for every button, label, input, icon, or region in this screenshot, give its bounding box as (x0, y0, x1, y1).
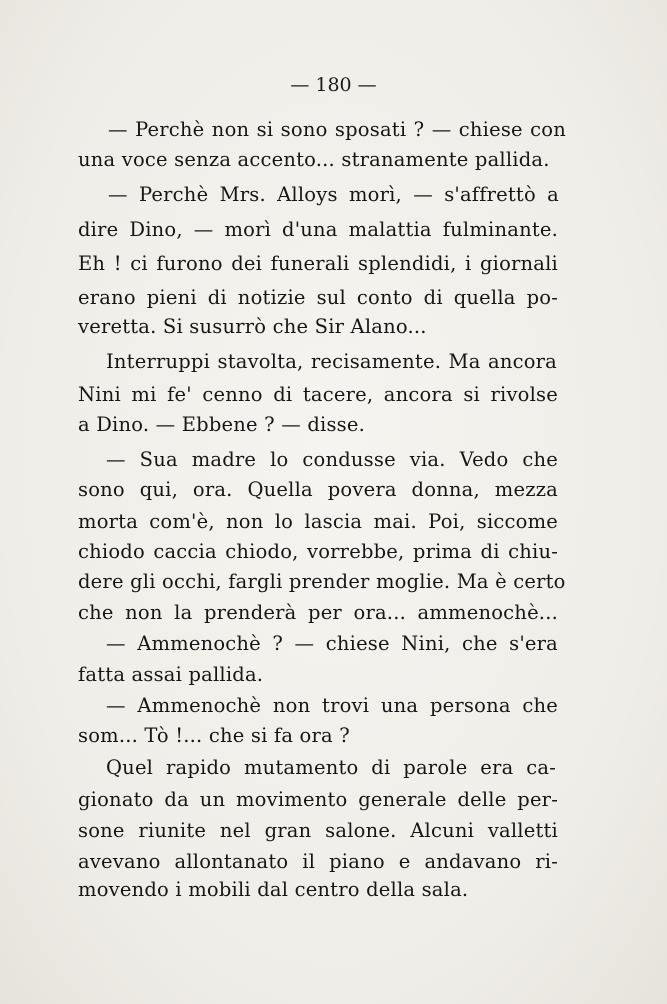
text-line: avevano allontanato il piano e andavano ri- (78, 850, 558, 873)
text-line: Nini mi fe' cenno di tacere, ancora si rivolse (78, 383, 558, 406)
text-line: dire Dino, — morì d'una malattia fulminante. (78, 218, 558, 241)
text-line: fatta assai pallida. (78, 663, 264, 686)
text-line: — Perchè Mrs. Alloys morì, — s'affrettò a (108, 183, 559, 206)
text-line: a Dino. — Ebbene ? — disse. (78, 413, 366, 436)
text-line: veretta. Si susurrò che Sir Alano... (78, 315, 427, 338)
text-line: — Ammenochè non trovi una persona che (106, 694, 558, 717)
text-line: dere gli occhi, fargli prender moglie. Ma è certo (78, 570, 566, 593)
text-line: — Ammenochè ? — chiese Nini, che s'era (106, 632, 558, 655)
text-line: Quel rapido mutamento di parole era ca- (106, 756, 556, 779)
text-line: gionato da un movimento generale delle per- (78, 788, 558, 811)
text-line: morta com'è, non lo lascia mai. Poi, siccome (78, 510, 558, 533)
text-line: som... Tò !... che si fa ora ? (78, 724, 350, 747)
text-line: chiodo caccia chiodo, vorrebbe, prima di chiu- (78, 540, 558, 563)
text-line: erano pieni di notizie sul conto di quella po- (78, 286, 558, 309)
text-line: che non la prenderà per ora... ammenochè... (78, 601, 558, 624)
text-line: sone riunite nel gran salone. Alcuni valletti (78, 819, 558, 842)
text-line: Interruppi stavolta, recisamente. Ma ancora (106, 350, 557, 373)
text-line: — Sua madre lo condusse via. Vedo che (106, 448, 558, 471)
text-line: una voce senza accento... stranamente pallida. (78, 148, 550, 171)
text-line: sono qui, ora. Quella povera donna, mezza (78, 478, 558, 501)
text-line: Eh ! ci furono dei funerali splendidi, i giornali (78, 252, 558, 275)
page-number: — 180 — (290, 74, 377, 96)
text-line: movendo i mobili dal centro della sala. (78, 878, 469, 901)
text-line: — Perchè non si sono sposati ? — chiese con (108, 118, 566, 141)
